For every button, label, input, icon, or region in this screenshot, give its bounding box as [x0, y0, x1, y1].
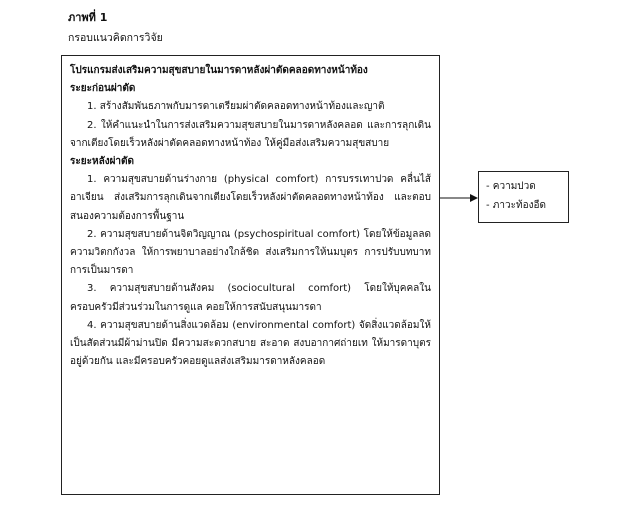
- post-op-item: 3. ความสุขสบายด้านสังคม (sociocultural comfort) โดยให้บุคคลในครอบครัวมีส่วนร่วมในการดูแล คอยให้การสนับสนุนมารดา: [70, 283, 431, 313]
- program-box: [61, 55, 440, 495]
- outcome-item: - ภาวะท้องอืด: [486, 200, 546, 211]
- pre-op-heading: ระยะก่อนผ่าตัด: [70, 83, 136, 95]
- post-op-item: 4. ความสุขสบายด้านสิ่งแวดล้อม (environmental comfort) จัดสิ่งแวดล้อมให้เป็นสัดส่วนมีผ้าม่านปิด มีความสะดวกสบาย สะอาด สงบอากาศถ่ายเท ให้มารดาบุตรอยู่ด้วยกัน และมีครอบครัวคอยดูแลส่งเสริมมารดาหลังคลอด: [70, 319, 431, 368]
- pre-op-item: 2. ให้คำแนะนำในการส่งเสริมความสุขสบายในมารดาหลังคลอด และการลุกเดินจากเตียงโดยเร็วหลังผ่าตัดคลอดทางหน้าท้อง ให้คู่มือส่งเสริมความสุขสบาย: [70, 119, 431, 149]
- outcome-box: [478, 171, 569, 223]
- post-op-item: 2. ความสุขสบายด้านจิตวิญญาณ (psychospiritual comfort) โดยให้ข้อมูลลดความวิตกกังวล ให้การพยาบาลอย่างใกล้ชิด ส่งเสริมการให้นมบุตร การปรับบทบาทการเป็นมารดา: [70, 228, 431, 277]
- flow-arrow: [440, 190, 480, 206]
- post-op-item: 1. ความสุขสบายด้านร่างกาย (physical comfort) การบรรเทาปวด คลื่นไส้อาเจียน ส่งเสริมการลุกเดินจากเตียงโดยเร็วหลังผ่าตัดคลอดทางหน้าท้อง และตอบสนองความต้องการพื้นฐาน: [70, 174, 431, 222]
- post-op-heading: ระยะหลังผ่าตัด: [70, 156, 135, 168]
- outcome-item: - ความปวด: [486, 181, 536, 192]
- figure-label: ภาพที่ 1: [68, 11, 108, 24]
- program-heading: โปรแกรมส่งเสริมความสุขสบายในมารดาหลังผ่าตัดคลอดทางหน้าท้อง: [70, 65, 368, 76]
- pre-op-item: 1. สร้างสัมพันธภาพกับมารดาเตรียมผ่าตัดคลอดทางหน้าท้องและญาติ: [87, 101, 385, 113]
- figure-title: กรอบแนวคิดการวิจัย: [68, 32, 163, 44]
